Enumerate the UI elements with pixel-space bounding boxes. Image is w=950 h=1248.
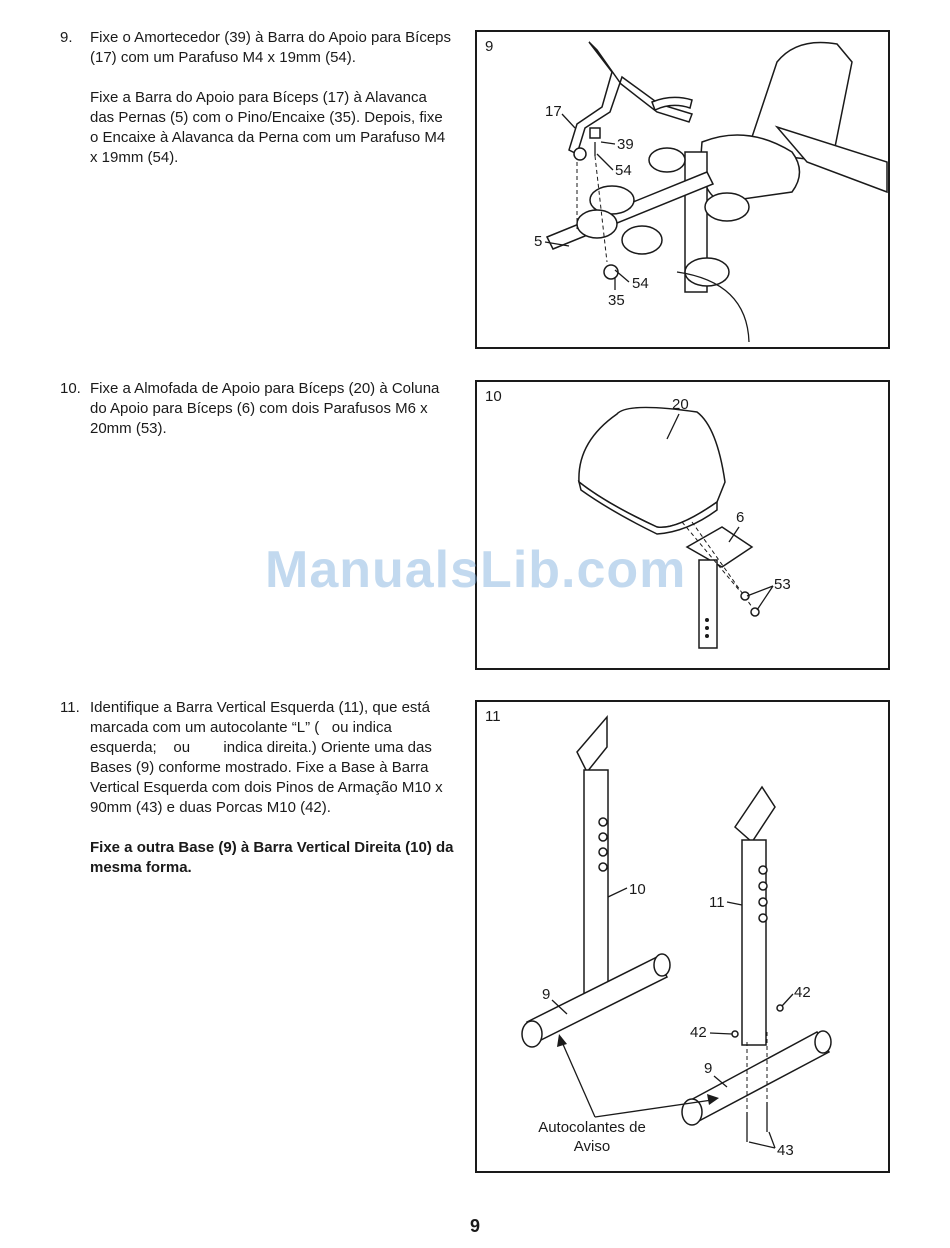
step-paragraph: Fixe o Amortecedor (39) à Barra do Apoio para Bíceps (17) com um Parafuso M4 x 19mm (54). xyxy=(90,29,452,66)
figure-caption-line: Aviso xyxy=(573,1138,611,1155)
step-number: 10. xyxy=(60,380,81,397)
step-number: 9. xyxy=(60,29,73,46)
figure-11-drawing xyxy=(477,702,892,1175)
callout-label: 53 xyxy=(774,576,791,593)
callout-label: 5 xyxy=(534,233,543,250)
callout-label: 20 xyxy=(672,396,689,413)
step-bold-paragraph: Fixe a outra Base (9) à Barra Vertical Direita (10) da mesma forma. xyxy=(90,839,454,876)
callout-label: 42 xyxy=(794,984,811,1001)
callout-label: 54 xyxy=(615,162,632,179)
step-11 xyxy=(60,698,455,898)
figure-10-drawing xyxy=(477,382,892,672)
callout-label: 10 xyxy=(629,881,646,898)
step-paragraph: Fixe a Almofada de Apoio para Bíceps (20) à Coluna do Apoio para Bíceps (6) com dois Parafusos M6 x 20mm (53). xyxy=(90,380,440,437)
callout-label: 35 xyxy=(608,292,625,309)
page-number: 9 xyxy=(469,1216,480,1236)
figure-number: 10 xyxy=(485,388,502,405)
callout-label: 54 xyxy=(632,275,649,292)
figure-caption-line: Autocolantes de xyxy=(538,1119,646,1136)
callout-label: 43 xyxy=(777,1142,794,1159)
figure-number: 9 xyxy=(485,38,494,55)
callout-label: 9 xyxy=(704,1060,713,1077)
watermark: ManualsLib.com xyxy=(265,541,687,599)
callout-label: 39 xyxy=(617,136,634,153)
figure-10-panel xyxy=(475,380,890,670)
step-paragraph: Fixe a Barra do Apoio para Bíceps (17) à Alavanca das Pernas (5) com o Pino/Encaixe (35). Depois, fixe o Encaixe à Alavanca da Perna com um Parafuso M4 x 19mm (54). xyxy=(90,89,446,166)
callout-label: 9 xyxy=(542,986,551,1003)
step-number: 11. xyxy=(60,699,80,716)
figure-9-panel xyxy=(475,30,890,349)
step-paragraph: Identifique a Barra Vertical Esquerda (11), que está marcada com um autocolante “L” ( ou indica esquerda; ou indica direita.) Oriente uma das Bases (9) conforme mostrado. Fixe a Base à Barra Vertical Esquerda com dois Pinos de Armação M10 x 90mm (43) e duas Porcas M10 (42). xyxy=(90,699,447,816)
callout-label: 42 xyxy=(690,1024,707,1041)
callout-label: 17 xyxy=(545,103,562,120)
step-9 xyxy=(60,28,455,188)
callout-label: 11 xyxy=(709,894,725,911)
step-10 xyxy=(60,379,455,459)
figure-9-drawing xyxy=(477,32,892,351)
figure-number: 11 xyxy=(485,708,501,725)
figure-11-panel xyxy=(475,700,890,1173)
callout-label: 6 xyxy=(736,509,745,526)
